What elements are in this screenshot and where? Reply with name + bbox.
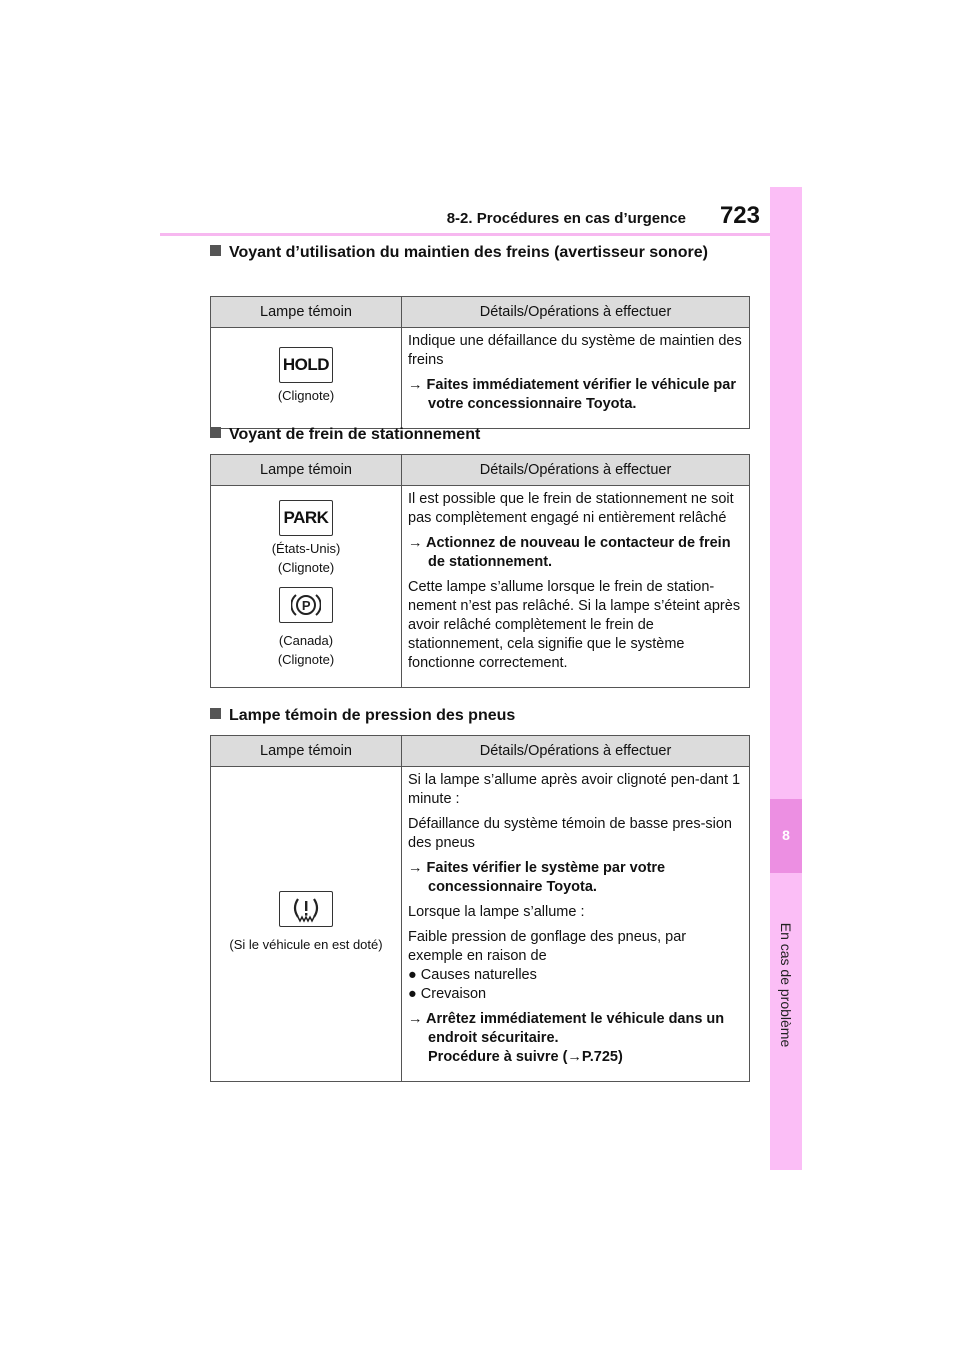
hold-table: [210, 296, 750, 429]
square-bullet-icon: [210, 427, 221, 438]
detail-text: Il est possible que le frein de stationnement ne soit pas complètement engagé ni entièrement relâché: [408, 491, 734, 526]
detail-text: Indique une défaillance du système de maintien des freins: [408, 333, 742, 368]
action-text: → Actionnez de nouveau le contacteur de frein de stationnement.: [408, 535, 731, 570]
detail-text: Si la lampe s’allume après avoir clignoté pen-dant 1 minute :: [408, 772, 741, 807]
tire-pressure-icon: [279, 891, 333, 927]
lamp-caption: (Canada): [278, 633, 334, 648]
table-row: [211, 486, 750, 688]
header-rule: [160, 233, 770, 236]
table-row: [211, 767, 750, 1082]
column-header-lamp: Lampe témoin: [211, 736, 402, 767]
detail-text: Cette lampe s’allume lorsque le frein de station-nement n’est pas relâché. Si la lampe s’éteint après avoir relâché complètement le frein de stationnement, cela signifie que le système fonctionne correctement.: [408, 579, 741, 671]
lamp-caption: (Clignote): [277, 560, 335, 575]
tire-table: [210, 735, 750, 1082]
chapter-side-tab: [770, 187, 802, 1170]
detail-text: Défaillance du système témoin de basse pres-sion des pneus: [408, 816, 732, 851]
section-heading-tire: Lampe témoin de pression des pneus: [210, 705, 730, 727]
lamp-caption: (Clignote): [277, 388, 335, 403]
column-header-lamp: Lampe témoin: [211, 455, 402, 486]
svg-text:P: P: [301, 598, 311, 613]
column-header-details: Détails/Opérations à effectuer: [402, 736, 750, 767]
lamp-caption: (Clignote): [277, 652, 335, 667]
action-text: → Arrêtez immédiatement le véhicule dans un endroit sécuritaire. Procédure à suivre (→P.725): [408, 1011, 725, 1065]
chapter-number-box: [770, 799, 802, 873]
lamp-caption: (États-Unis): [271, 541, 341, 556]
hold-indicator-icon: HOLD: [279, 347, 333, 383]
list-item: ● Crevaison: [408, 986, 487, 1002]
page-number: 723: [719, 202, 760, 229]
page-header: [160, 200, 770, 236]
column-header-details: Détails/Opérations à effectuer: [402, 297, 750, 328]
section-heading-park: Voyant de frein de stationnement: [210, 424, 730, 446]
column-header-lamp: Lampe témoin: [211, 297, 402, 328]
lamp-cell: [211, 328, 402, 429]
details-cell: [402, 328, 750, 429]
square-bullet-icon: [210, 245, 221, 256]
column-header-details: Détails/Opérations à effectuer: [402, 455, 750, 486]
park-indicator-icon: PARK: [279, 500, 333, 536]
detail-text: Lorsque la lampe s’allume :: [408, 904, 585, 920]
section-heading-hold: Voyant d’utilisation du maintien des freins (avertisseur sonore): [210, 242, 730, 264]
lamp-cell: [211, 767, 402, 1082]
action-text: → Faites immédiatement vérifier le véhicule par votre concessionnaire Toyota.: [408, 377, 736, 412]
list-item: ● Causes naturelles: [408, 967, 537, 983]
lamp-caption: (Si le véhicule en est doté): [229, 936, 383, 952]
details-cell: [402, 486, 750, 688]
table-row: [211, 328, 750, 429]
detail-text: Faible pression de gonflage des pneus, par exemple en raison de: [408, 929, 687, 964]
park-table: [210, 454, 750, 688]
action-text: → Faites vérifier le système par votre concessionnaire Toyota.: [408, 860, 666, 895]
chapter-number: 8: [782, 827, 790, 843]
parking-brake-icon: [279, 587, 333, 623]
square-bullet-icon: [210, 708, 221, 719]
section-title: 8-2. Procédures en cas d’urgence: [446, 210, 686, 227]
details-cell: [402, 767, 750, 1082]
chapter-label: En cas de problème: [778, 922, 794, 1048]
lamp-cell: [211, 486, 402, 688]
